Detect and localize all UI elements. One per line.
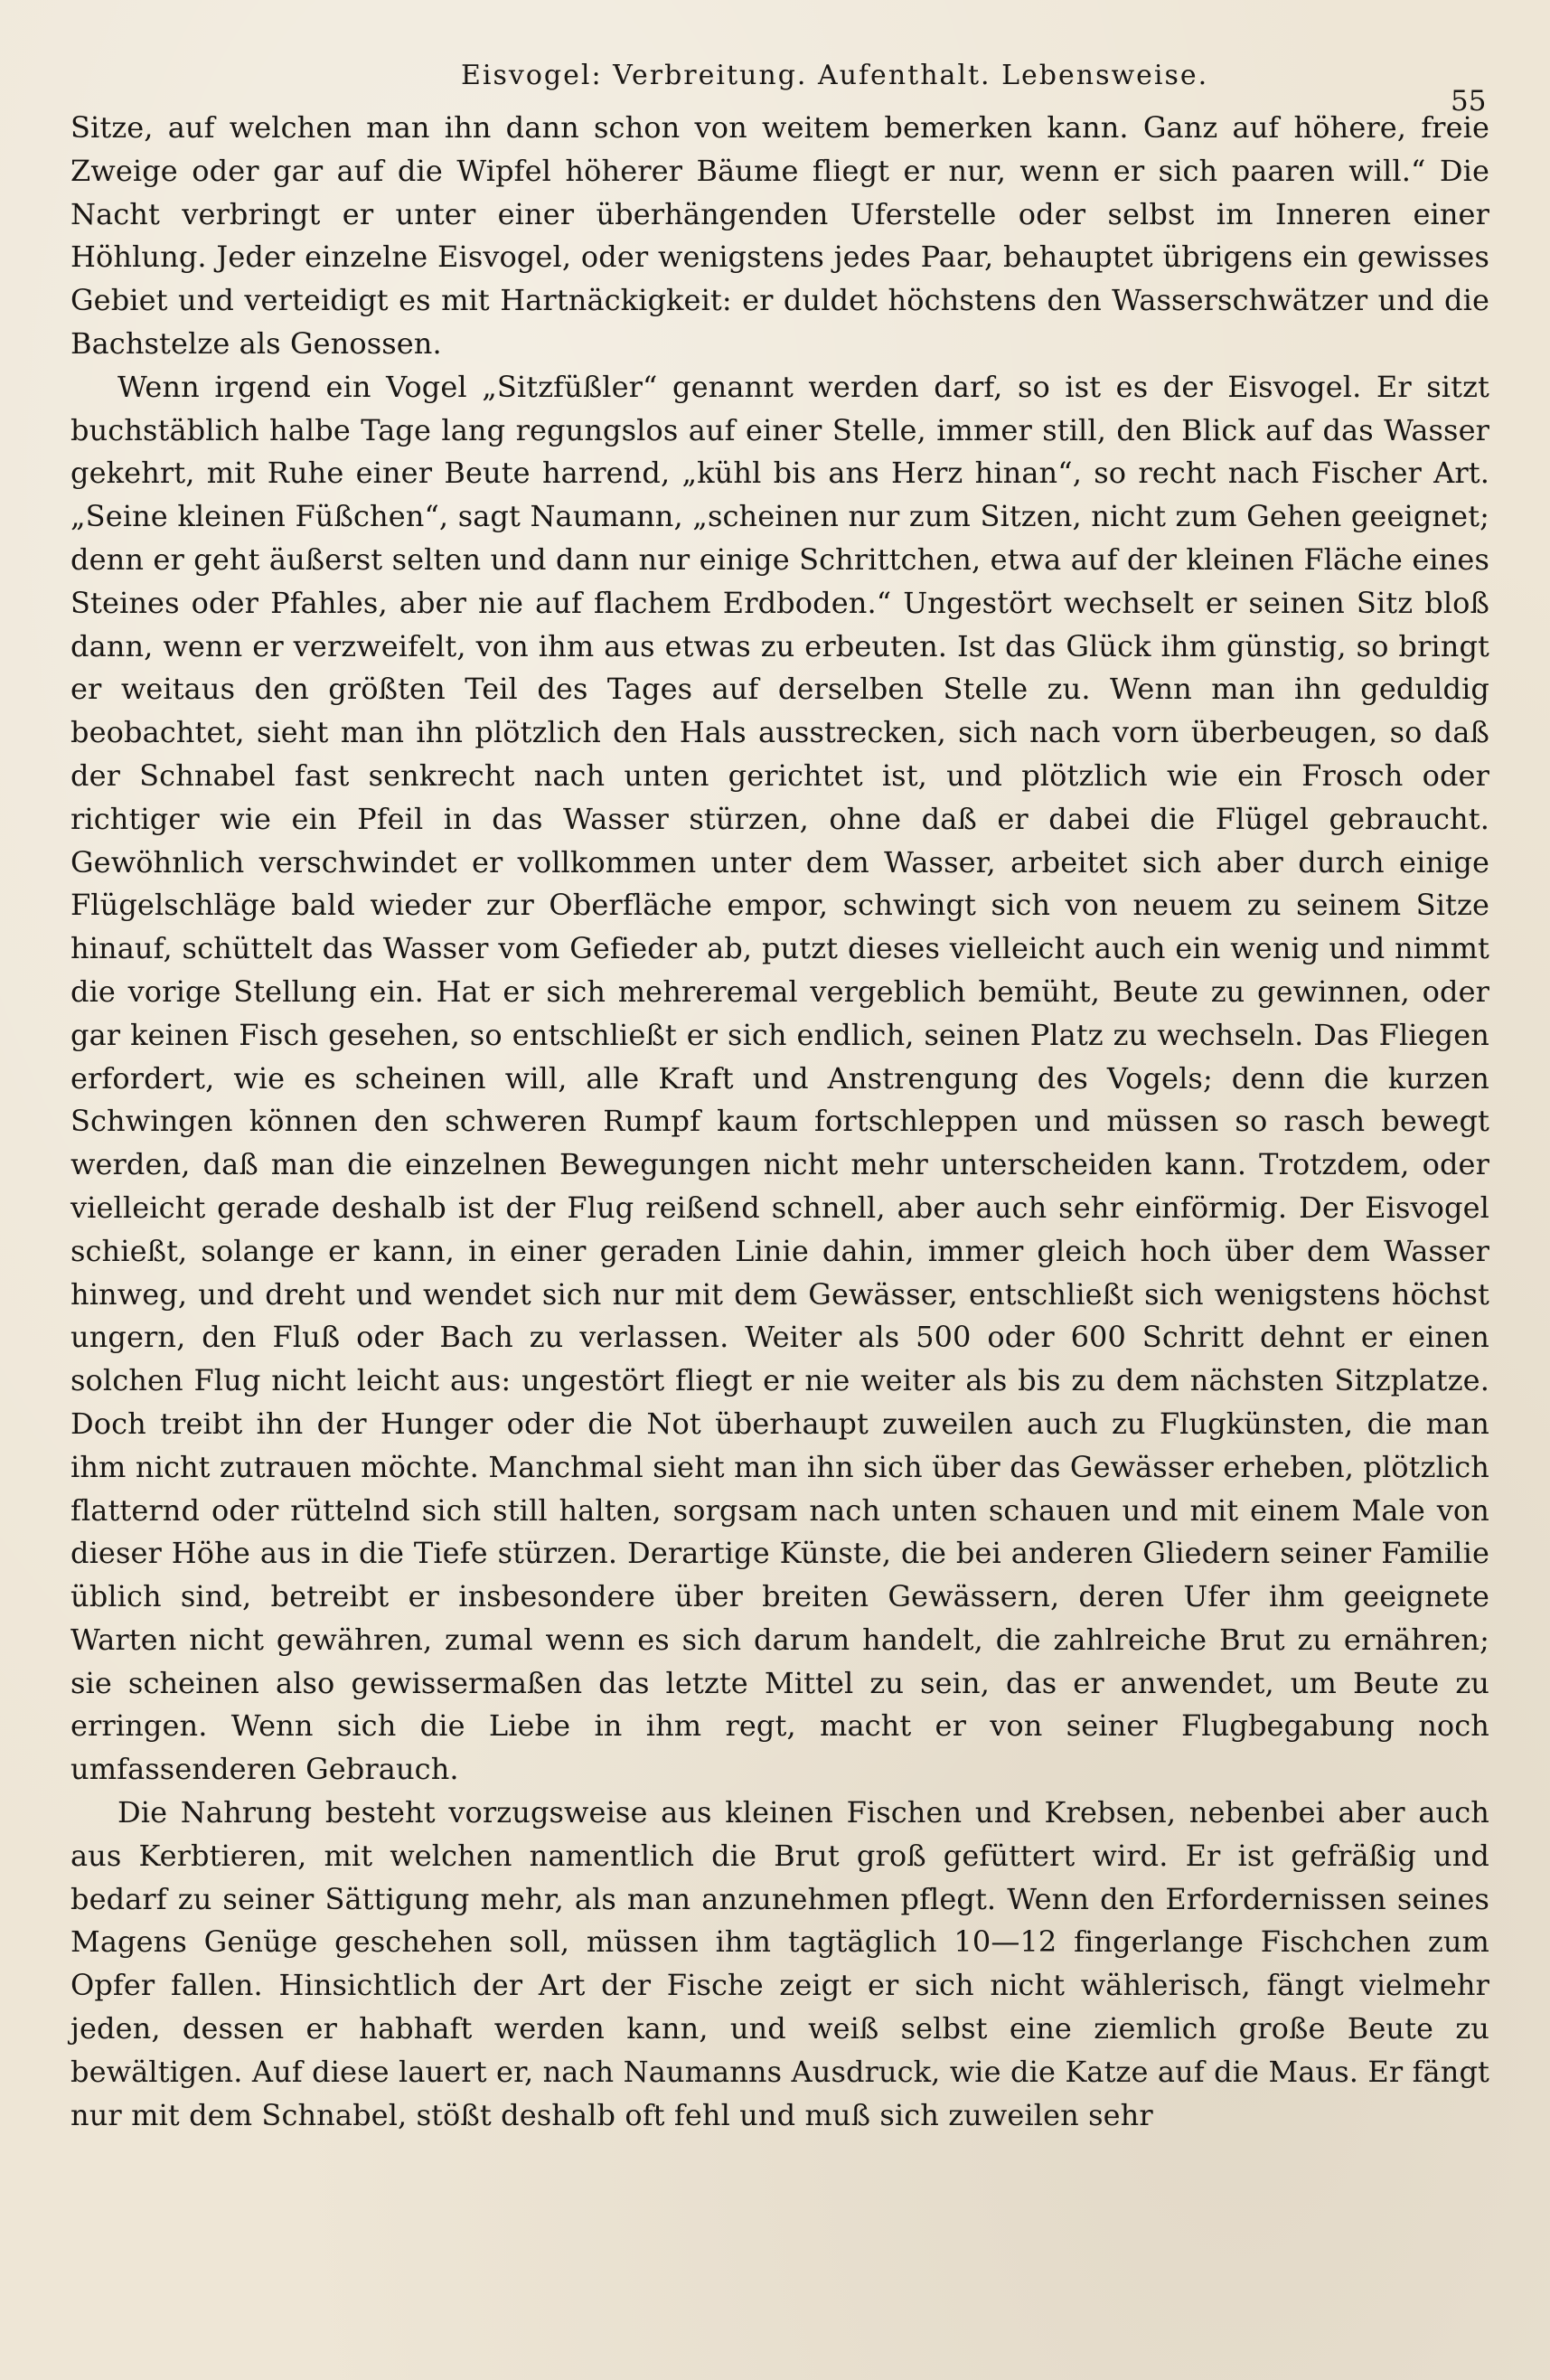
paragraph-3: Die Nahrung besteht vorzugsweise aus kleinen Fischen und Krebsen, nebenbei aber auch aus Kerbtieren, mit welchen namentlich die Brut groß gefüttert wird. Er ist gefräßig und bedarf zu seiner Sättigung mehr, als man anzunehmen pflegt. Wenn den Erfordernissen seines Magens Genüge geschehen soll, müssen ihm tagtäglich 10—12 fingerlange Fischchen zum Opfer fallen. Hinsichtlich der Art der Fische zeigt er sich nicht wählerisch, fängt vielmehr jeden, dessen er habhaft werden kann, und weiß selbst eine ziemlich große Beute zu bewältigen. Auf diese lauert er, nach Naumanns Ausdruck, wie die Katze auf die Maus. Er fängt nur mit dem Schnabel, stößt deshalb oft fehl und muß sich zuweilen sehr (70, 1795, 1489, 2132)
paragraph-1: Sitze, auf welchen man ihn dann schon von weitem bemerken kann. Ganz auf höhere, freie Zweige oder gar auf die Wipfel höherer Bäume fliegt er nur, wenn er sich paaren will.“ Die Nacht verbringt er unter einer überhängenden Uferstelle oder selbst im Inneren einer Höhlung. Jeder einzelne Eisvogel, oder wenigstens jedes Paar, behauptet übrigens ein gewisses Gebiet und verteidigt es mit Hartnäckigkeit: er duldet höchstens den Wasserschwätzer und die Bachstelze als Genossen. (70, 110, 1489, 361)
page-header (0, 60, 1550, 118)
body-text (70, 107, 1489, 2137)
page-number: 55 (1451, 85, 1487, 118)
paragraph-2: Wenn irgend ein Vogel „Sitzfüßler“ genannt werden darf, so ist es der Eisvogel. Er sitzt buchstäblich halbe Tage lang regungslos auf einer Stelle, immer still, den Blick auf das Wasser gekehrt, mit Ruhe einer Beute harrend, „kühl bis ans Herz hinan“, so recht nach Fischer Art. „Seine kleinen Füßchen“, sagt Naumann, „scheinen nur zum Sitzen, nicht zum Gehen geeignet; denn er geht äußerst selten und dann nur einige Schrittchen, etwa auf der kleinen Fläche eines Steines oder Pfahles, aber nie auf flachem Erdboden.“ Ungestört wechselt er seinen Sitz bloß dann, wenn er verzweifelt, von ihm aus etwas zu erbeuten. Ist das Glück ihm günstig, so bringt er weitaus den größten Teil des Tages auf derselben Stelle zu. Wenn man ihn geduldig beobachtet, sieht man ihn plötzlich den Hals ausstrecken, sich nach vorn überbeugen, so daß der Schnabel fast senkrecht nach unten gerichtet ist, und plötzlich wie ein Frosch oder richtiger wie ein Pfeil in das Wasser stürzen, ohne daß er dabei die Flügel gebraucht. Gewöhnlich verschwindet er vollkommen unter dem Wasser, arbeitet sich aber durch einige Flügelschläge bald wieder zur Oberfläche empor, schwingt sich von neuem zu seinem Sitze hinauf, schüttelt das Wasser vom Gefieder ab, putzt dieses vielleicht auch ein wenig und nimmt die vorige Stellung ein. Hat er sich mehreremal vergeblich bemüht, Beute zu gewinnen, oder gar keinen Fisch gesehen, so entschließt er sich endlich, seinen Platz zu wechseln. Das Fliegen erfordert, wie es scheinen will, alle Kraft und Anstrengung des Vogels; denn die kurzen Schwingen können den schweren Rumpf kaum fortschleppen und müssen so rasch bewegt werden, daß man die einzelnen Bewegungen nicht mehr unterscheiden kann. Trotzdem, oder vielleicht gerade deshalb ist der Flug reißend schnell, aber auch sehr einförmig. Der Eisvogel schießt, solange er kann, in einer geraden Linie dahin, immer gleich hoch über dem Wasser hinweg, und dreht und wendet sich nur mit dem Gewässer, entschließt sich wenigstens höchst ungern, den Fluß oder Bach zu verlassen. Weiter als 500 oder 600 Schritt dehnt er einen solchen Flug nicht leicht aus: ungestört fliegt er nie weiter als bis zu dem nächsten Sitzplatze. Doch treibt ihn der Hunger oder die Not überhaupt zuweilen auch zu Flugkünsten, die man ihm nicht zutrauen möchte. Manchmal sieht man ihn sich über das Gewässer erheben, plötzlich flatternd oder rüttelnd sich still halten, sorgsam nach unten schauen und mit einem Male von dieser Höhe aus in die Tiefe stürzen. Derartige Künste, die bei anderen Gliedern seiner Familie üblich sind, betreibt er insbesondere über breiten Gewässern, deren Ufer ihm geeignete Warten nicht gewähren, zumal wenn es sich darum handelt, die zahlreiche Brut zu ernähren; sie scheinen also gewissermaßen das letzte Mittel zu sein, das er anwendet, um Beute zu erringen. Wenn sich die Liebe in ihm regt, macht er von seiner Flugbegabung noch umfassenderen Gebrauch. (70, 369, 1489, 1787)
running-head: Eisvogel: Verbreitung. Aufenthalt. Lebensweise. (461, 60, 1209, 91)
